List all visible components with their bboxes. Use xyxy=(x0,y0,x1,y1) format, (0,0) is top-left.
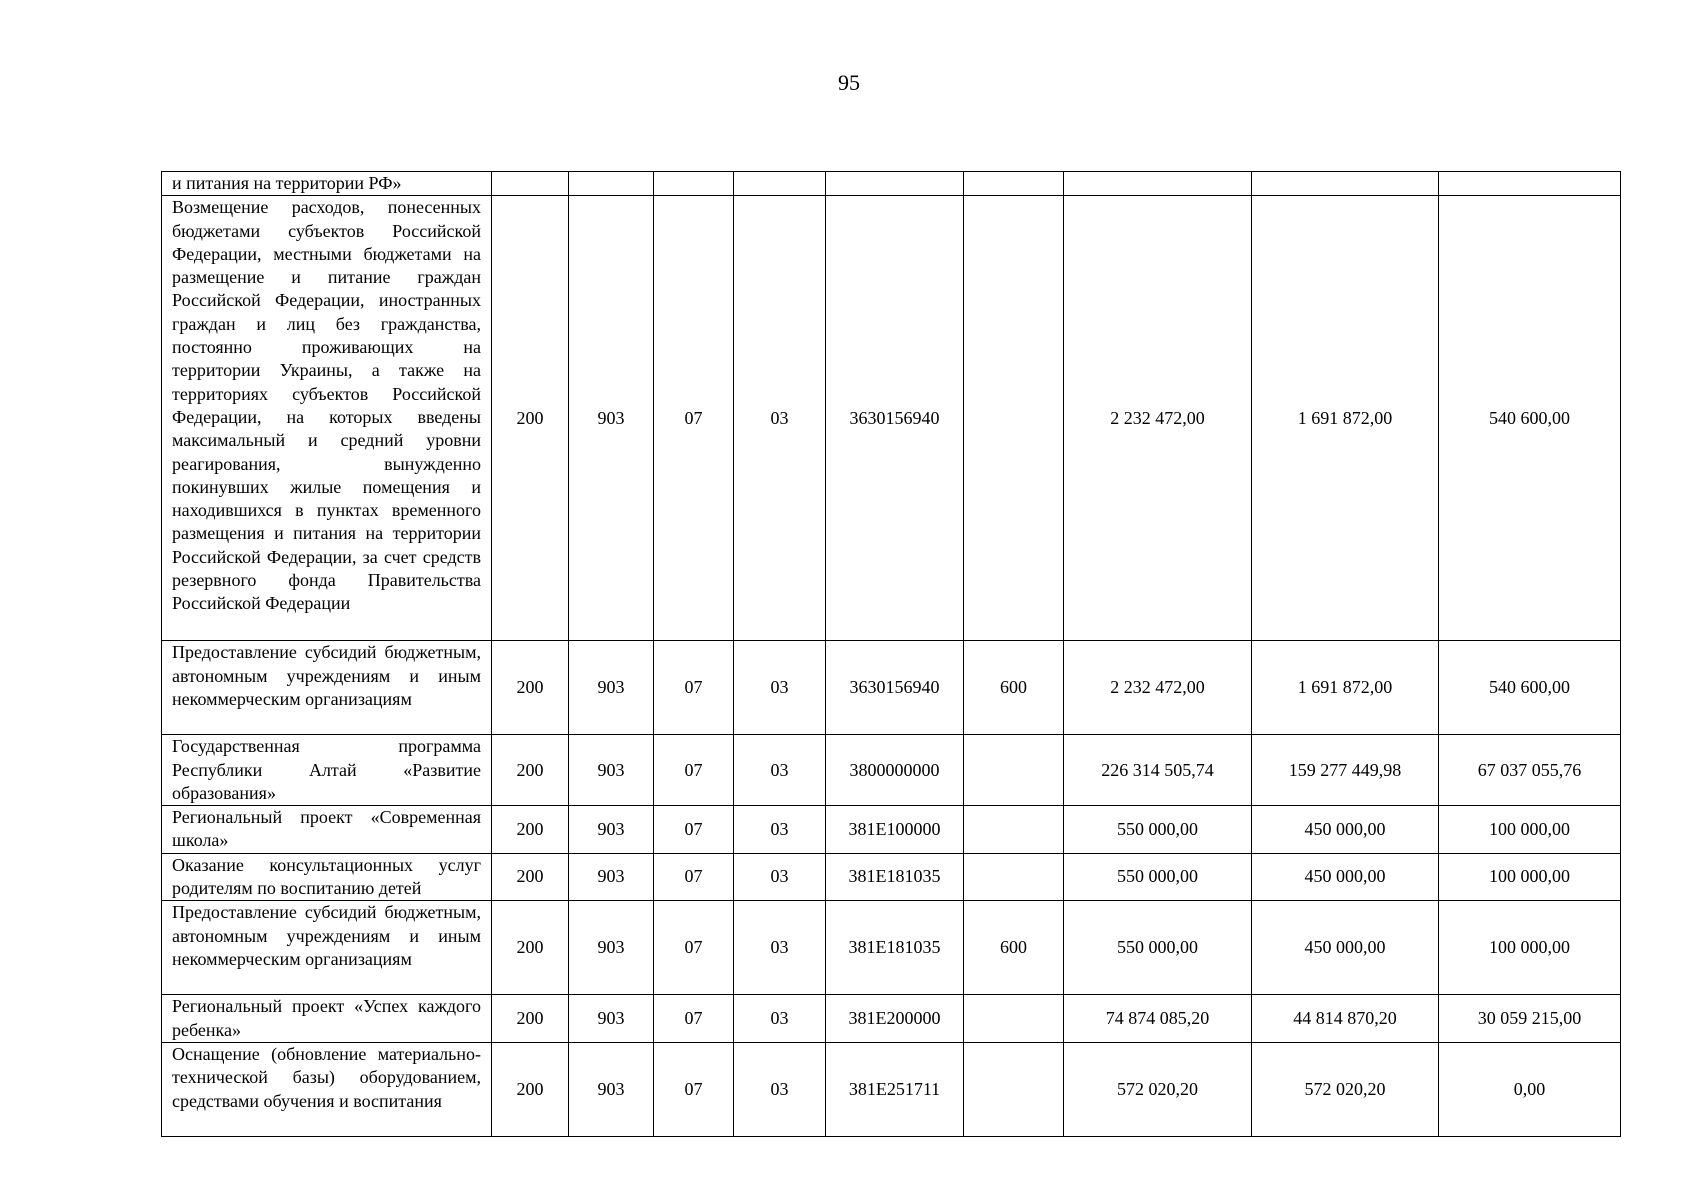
cell-ministry: 903 xyxy=(569,735,654,806)
cell-sum2: 0,00 xyxy=(1439,1042,1621,1136)
budget-table xyxy=(161,171,1621,1137)
cell-expense-type: 600 xyxy=(964,901,1064,995)
cell-subsection: 03 xyxy=(734,995,826,1043)
cell-sum1: 159 277 449,98 xyxy=(1252,735,1439,806)
table-row xyxy=(162,641,1621,735)
cell-sum2: 540 600,00 xyxy=(1439,641,1621,735)
cell-admin xyxy=(492,172,569,196)
cell-sum1: 44 814 870,20 xyxy=(1252,995,1439,1043)
cell-admin: 200 xyxy=(492,901,569,995)
table-row xyxy=(162,172,1621,196)
cell-expense-type xyxy=(964,735,1064,806)
cell-sum2: 100 000,00 xyxy=(1439,853,1621,901)
cell-expense-type xyxy=(964,172,1064,196)
cell-ministry xyxy=(569,172,654,196)
cell-section: 07 xyxy=(654,806,734,854)
cell-admin: 200 xyxy=(492,853,569,901)
cell-ministry: 903 xyxy=(569,641,654,735)
cell-ministry: 903 xyxy=(569,1042,654,1136)
cell-ministry: 903 xyxy=(569,995,654,1043)
cell-section: 07 xyxy=(654,853,734,901)
cell-subsection: 03 xyxy=(734,735,826,806)
cell-total: 2 232 472,00 xyxy=(1064,641,1252,735)
cell-sum1: 450 000,00 xyxy=(1252,901,1439,995)
row-name-cell: Оснащение (обновление материально-технической базы) оборудованием, средствами обучения и воспитания xyxy=(162,1042,492,1136)
cell-subsection: 03 xyxy=(734,641,826,735)
cell-sum1: 450 000,00 xyxy=(1252,806,1439,854)
cell-section: 07 xyxy=(654,735,734,806)
cell-subsection: 03 xyxy=(734,1042,826,1136)
cell-expense-type xyxy=(964,196,1064,641)
cell-ministry: 903 xyxy=(569,901,654,995)
row-name-cell: Региональный проект «Современная школа» xyxy=(162,806,492,854)
cell-sum1: 1 691 872,00 xyxy=(1252,641,1439,735)
cell-subsection: 03 xyxy=(734,901,826,995)
cell-total: 2 232 472,00 xyxy=(1064,196,1252,641)
cell-expense-type xyxy=(964,1042,1064,1136)
cell-total: 74 874 085,20 xyxy=(1064,995,1252,1043)
row-name-cell: и питания на территории РФ» xyxy=(162,172,492,196)
cell-target xyxy=(826,172,964,196)
row-name-cell: Предоставление субсидий бюджетным, автономным учреждениям и иным некоммерческим организациям xyxy=(162,641,492,735)
cell-admin: 200 xyxy=(492,1042,569,1136)
cell-admin: 200 xyxy=(492,806,569,854)
cell-sum1: 572 020,20 xyxy=(1252,1042,1439,1136)
cell-admin: 200 xyxy=(492,641,569,735)
cell-ministry: 903 xyxy=(569,196,654,641)
cell-total: 572 020,20 xyxy=(1064,1042,1252,1136)
cell-total: 226 314 505,74 xyxy=(1064,735,1252,806)
cell-subsection xyxy=(734,172,826,196)
table-row xyxy=(162,1042,1621,1136)
cell-section: 07 xyxy=(654,995,734,1043)
cell-admin: 200 xyxy=(492,995,569,1043)
cell-sum2: 100 000,00 xyxy=(1439,806,1621,854)
cell-sum2: 30 059 215,00 xyxy=(1439,995,1621,1043)
cell-sum1 xyxy=(1252,172,1439,196)
table-row xyxy=(162,853,1621,901)
cell-target: 381E100000 xyxy=(826,806,964,854)
cell-subsection: 03 xyxy=(734,853,826,901)
table-row xyxy=(162,196,1621,641)
cell-sum2: 67 037 055,76 xyxy=(1439,735,1621,806)
cell-target: 381E181035 xyxy=(826,853,964,901)
cell-admin: 200 xyxy=(492,196,569,641)
cell-section: 07 xyxy=(654,641,734,735)
table-row xyxy=(162,901,1621,995)
cell-section: 07 xyxy=(654,196,734,641)
row-name-cell: Возмещение расходов, понесенных бюджетами субъектов Российской Федерации, местными бюджетами на размещение и питание граждан Российской Федерации, иностранных граждан и лиц без гражданства, постоянно проживающих на территории Украины, а также на территориях субъектов Российской Федерации, на которых введены максимальный и средний уровни реагирования, вынужденно покинувших жилые помещения и находившихся в пунктах временного размещения и питания на территории Российской Федерации, за счет средств резервного фонда Правительства Российской Федерации xyxy=(162,196,492,641)
page-number: 95 xyxy=(838,70,860,95)
cell-target: 381E181035 xyxy=(826,901,964,995)
cell-section: 07 xyxy=(654,1042,734,1136)
cell-expense-type xyxy=(964,806,1064,854)
cell-sum1: 450 000,00 xyxy=(1252,853,1439,901)
cell-section: 07 xyxy=(654,901,734,995)
cell-ministry: 903 xyxy=(569,853,654,901)
row-name-cell: Государственная программа Республики Алтай «Развитие образования» xyxy=(162,735,492,806)
cell-expense-type xyxy=(964,995,1064,1043)
row-name-cell: Региональный проект «Успех каждого ребенка» xyxy=(162,995,492,1043)
table-row xyxy=(162,735,1621,806)
cell-section xyxy=(654,172,734,196)
cell-sum2: 540 600,00 xyxy=(1439,196,1621,641)
cell-expense-type: 600 xyxy=(964,641,1064,735)
row-name-cell: Оказание консультационных услуг родителям по воспитанию детей xyxy=(162,853,492,901)
cell-total: 550 000,00 xyxy=(1064,901,1252,995)
cell-sum1: 1 691 872,00 xyxy=(1252,196,1439,641)
cell-total: 550 000,00 xyxy=(1064,806,1252,854)
cell-admin: 200 xyxy=(492,735,569,806)
table-row xyxy=(162,806,1621,854)
row-name-cell: Предоставление субсидий бюджетным, автономным учреждениям и иным некоммерческим организациям xyxy=(162,901,492,995)
cell-target: 3630156940 xyxy=(826,641,964,735)
cell-sum2 xyxy=(1439,172,1621,196)
cell-target: 3630156940 xyxy=(826,196,964,641)
cell-sum2: 100 000,00 xyxy=(1439,901,1621,995)
cell-total xyxy=(1064,172,1252,196)
cell-ministry: 903 xyxy=(569,806,654,854)
cell-expense-type xyxy=(964,853,1064,901)
cell-target: 3800000000 xyxy=(826,735,964,806)
cell-subsection: 03 xyxy=(734,806,826,854)
cell-target: 381E251711 xyxy=(826,1042,964,1136)
cell-subsection: 03 xyxy=(734,196,826,641)
cell-target: 381E200000 xyxy=(826,995,964,1043)
cell-total: 550 000,00 xyxy=(1064,853,1252,901)
table-row xyxy=(162,995,1621,1043)
